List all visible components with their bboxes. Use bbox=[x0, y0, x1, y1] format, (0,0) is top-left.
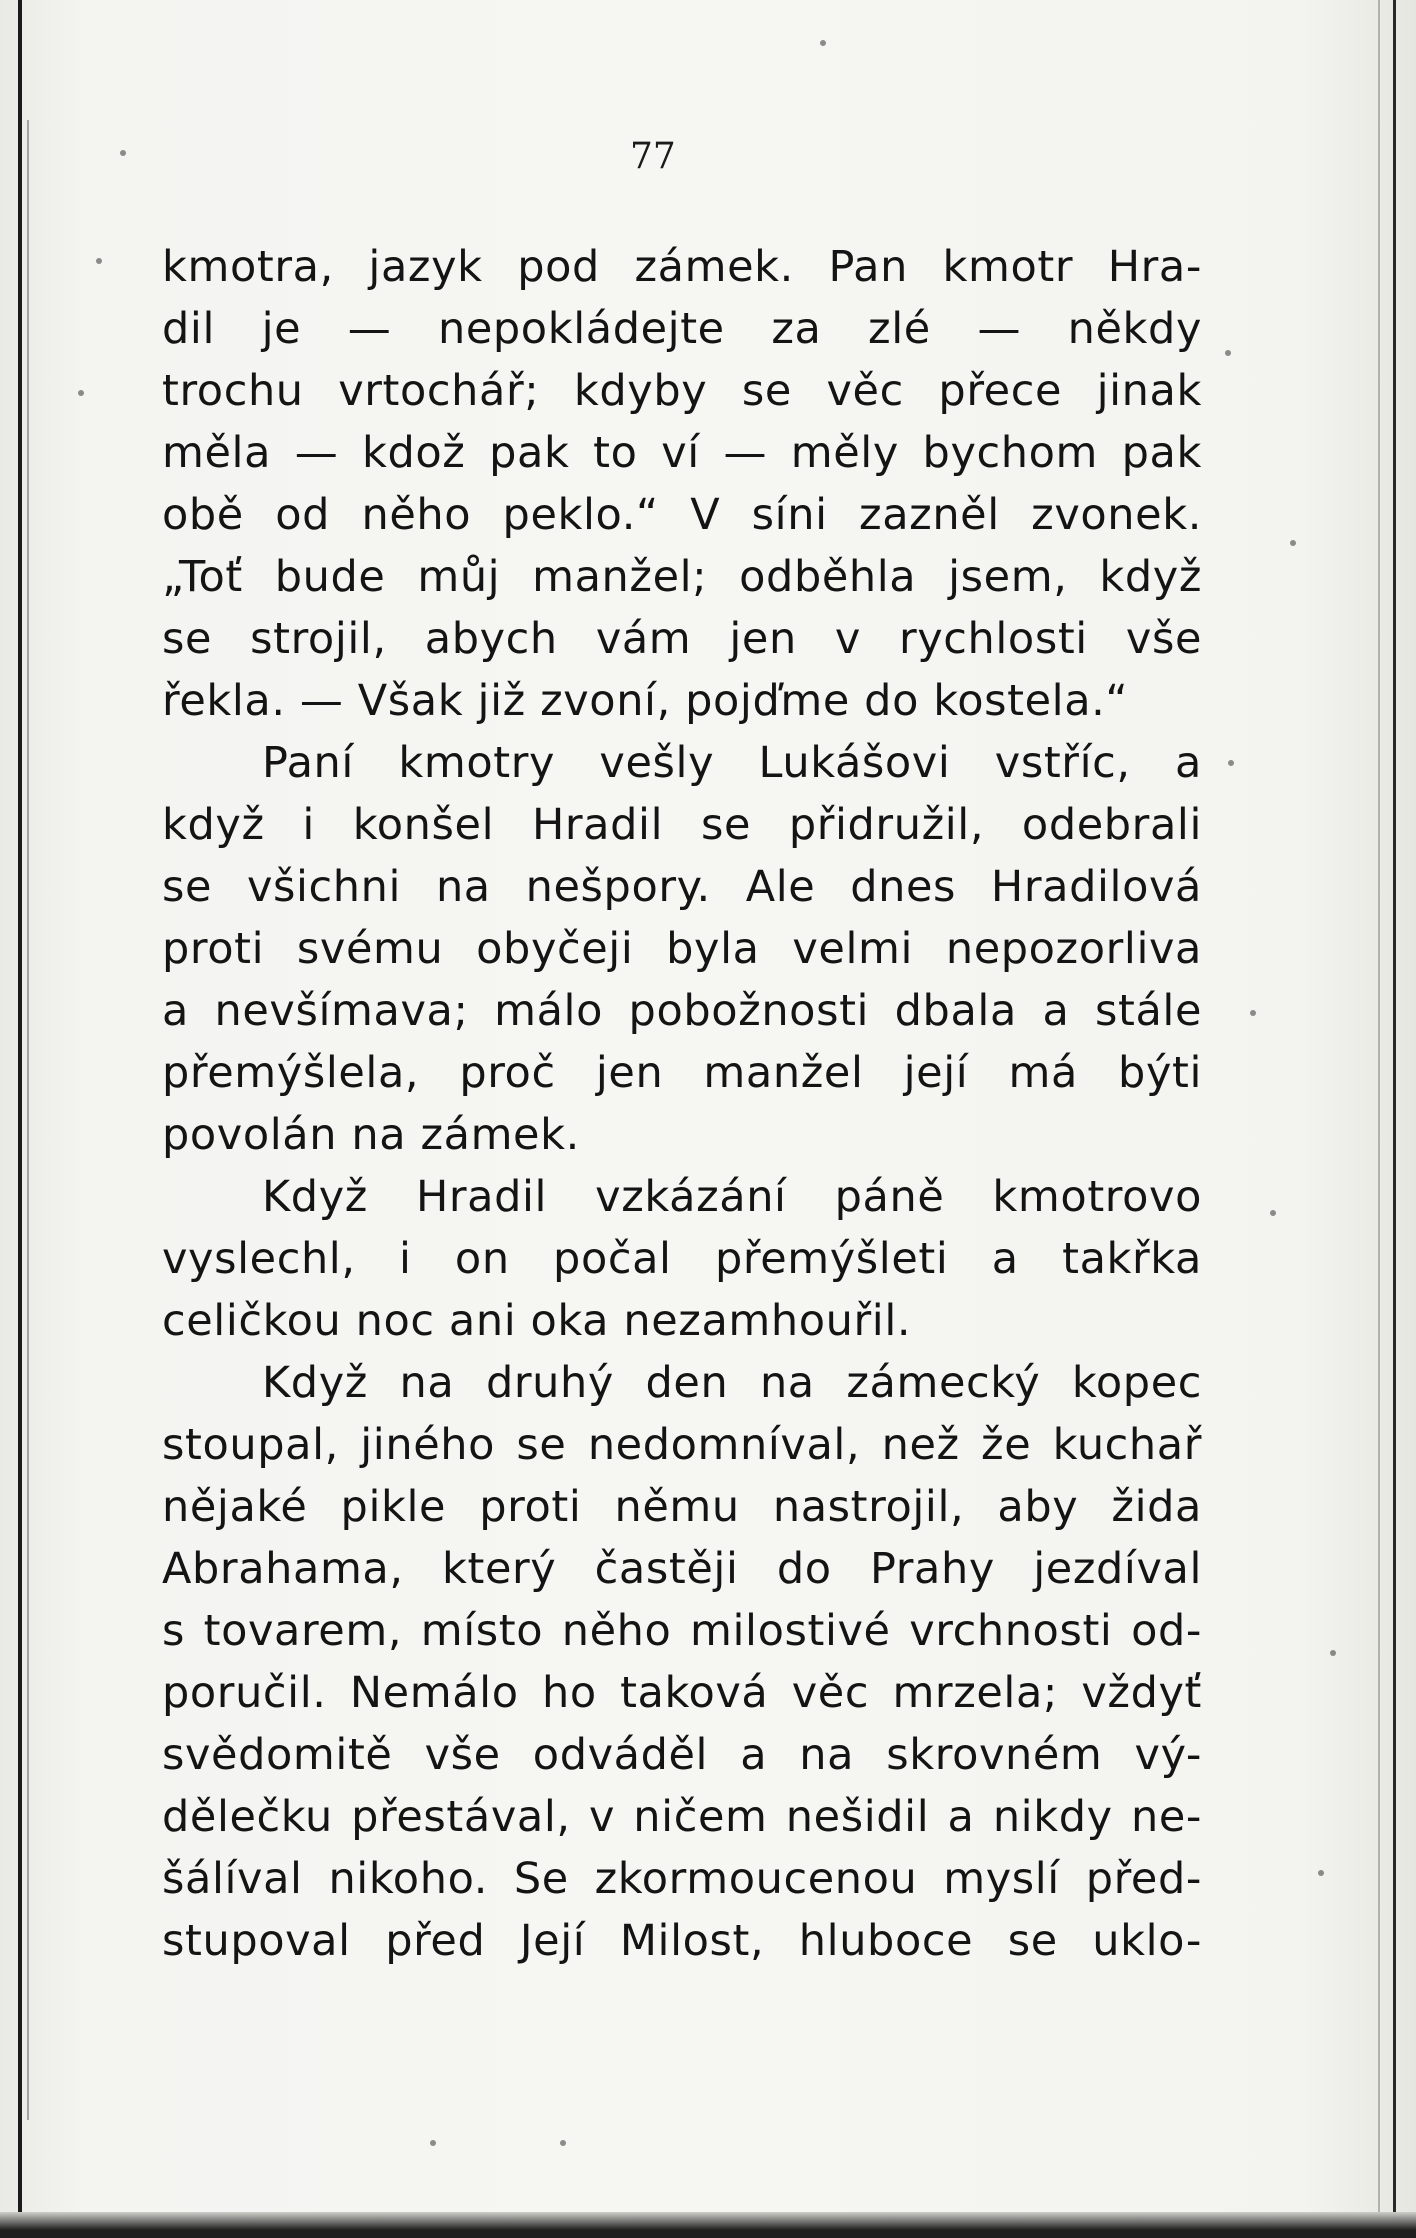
text-line: se strojil, abych vám jen v rychlosti vše bbox=[162, 614, 1202, 664]
text-line: Když Hradil vzkázání páně kmotrovo bbox=[262, 1172, 1202, 1222]
text-line: řekla. — Však již zvoní, pojďme do kostela.“ bbox=[162, 676, 1129, 726]
scan-speck bbox=[96, 258, 102, 264]
text-line: poručil. Nemálo ho taková věc mrzela; vždyť bbox=[162, 1668, 1202, 1718]
text-line: stoupal, jiného se nedomníval, než že kuchař bbox=[162, 1420, 1202, 1470]
text-line: vyslechl, i on počal přemýšleti a takřka bbox=[162, 1234, 1202, 1284]
scan-speck bbox=[1330, 1650, 1336, 1656]
scan-speck bbox=[120, 150, 126, 156]
scan-speck bbox=[1228, 760, 1234, 766]
text-line: celičkou noc ani oka nezamhouřil. bbox=[162, 1296, 912, 1346]
page-binding-edge bbox=[18, 0, 22, 2238]
text-line: s tovarem, místo něho milostivé vrchnosti od- bbox=[162, 1606, 1202, 1656]
text-line: dělečku přestával, v ničem nešidil a nikdy ne- bbox=[162, 1792, 1202, 1842]
scan-speck bbox=[1250, 1010, 1256, 1016]
text-line: když i konšel Hradil se přidružil, odebrali bbox=[162, 800, 1202, 850]
text-line: stupoval před Její Milost, hluboce se uklo- bbox=[162, 1916, 1202, 1966]
text-line: kmotra, jazyk pod zámek. Pan kmotr Hra- bbox=[162, 242, 1202, 292]
scan-speck bbox=[1290, 540, 1296, 546]
text-line: Když na druhý den na zámecký kopec bbox=[262, 1358, 1202, 1408]
text-line: měla — kdož pak to ví — měly bychom pak bbox=[162, 428, 1202, 478]
scan-speck bbox=[560, 2140, 566, 2146]
text-line: se všichni na nešpory. Ale dnes Hradilová bbox=[162, 862, 1202, 912]
text-line: „Toť bude můj manžel; odběhla jsem, když bbox=[162, 552, 1202, 602]
text-line: nějaké pikle proti němu nastrojil, aby žida bbox=[162, 1482, 1202, 1532]
text-line: šálíval nikoho. Se zkormoucenou myslí před- bbox=[162, 1854, 1202, 1904]
page-right-edge bbox=[1393, 0, 1396, 2238]
scan-speck bbox=[430, 2140, 436, 2146]
text-line: proti svému obyčeji byla velmi nepozorliva bbox=[162, 924, 1202, 974]
text-line: dil je — nepokládejte za zlé — někdy bbox=[162, 304, 1202, 354]
text-line: svědomitě vše odváděl a na skrovném vý- bbox=[162, 1730, 1202, 1780]
page-binding-shadow bbox=[27, 120, 29, 2120]
text-line: obě od něho peklo.“ V síni zazněl zvonek. bbox=[162, 490, 1202, 540]
text-line: Paní kmotry vešly Lukášovi vstříc, a bbox=[262, 738, 1202, 788]
body-text bbox=[162, 236, 1202, 1972]
text-line: a nevšímava; málo pobožnosti dbala a stále bbox=[162, 986, 1202, 1036]
scan-speck bbox=[1318, 1870, 1324, 1876]
scan-speck bbox=[820, 40, 826, 46]
page-number: 77 bbox=[630, 136, 676, 177]
page-right-edge-shadow bbox=[1378, 0, 1380, 2238]
scan-speck bbox=[78, 390, 84, 396]
page-bottom-edge bbox=[0, 2212, 1416, 2238]
text-line: Abrahama, který častěji do Prahy jezdíval bbox=[162, 1544, 1202, 1594]
text-line: trochu vrtochář; kdyby se věc přece jinak bbox=[162, 366, 1202, 416]
text-line: povolán na zámek. bbox=[162, 1110, 580, 1160]
scan-speck bbox=[1225, 350, 1231, 356]
scan-speck bbox=[1270, 1210, 1276, 1216]
text-line: přemýšlela, proč jen manžel její má býti bbox=[162, 1048, 1202, 1098]
